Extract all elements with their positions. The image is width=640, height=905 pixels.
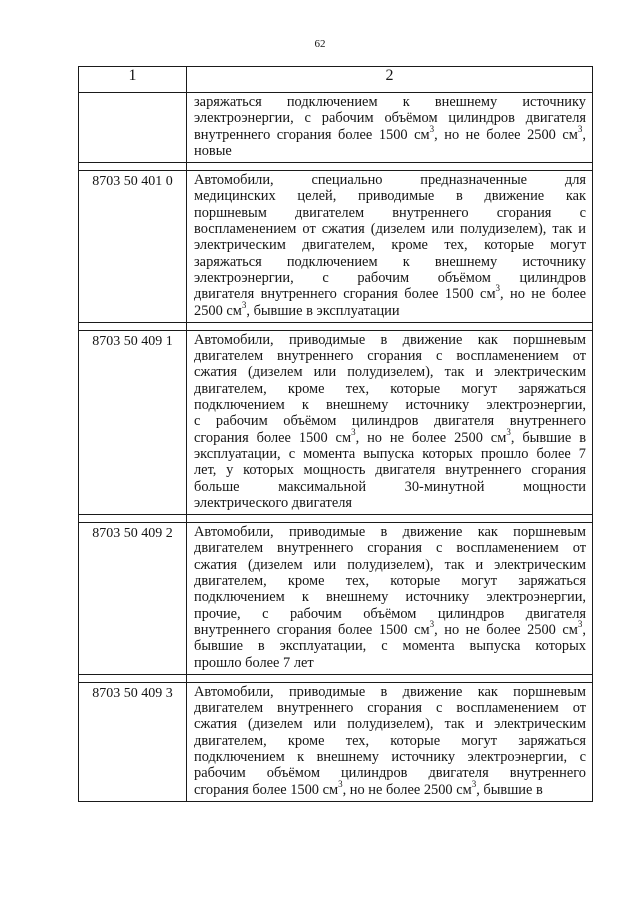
description-line: больше максимальной 30-минутной мощности: [194, 478, 586, 495]
gap-cell: [79, 322, 187, 330]
gap-cell: [187, 515, 593, 523]
commodity-code: 8703 50 409 2: [92, 526, 173, 542]
description-line: электрическим двигателем, кроме тех, которые могут: [194, 237, 586, 254]
description-line: электроэнергии, с рабочим объёмом цилиндров двигателя: [194, 110, 586, 127]
description-line: медицинских целей, приводимые в движение как: [194, 188, 586, 205]
table-row: [79, 682, 593, 801]
table-row: [79, 93, 593, 163]
description-line: лет, у которых мощность двигателя внутреннего сгорания: [194, 462, 586, 479]
row-gap: [79, 322, 593, 330]
description-line: сгорания более 1500 $см^3$, но не более 2500 $см^3$, бывшие в: [194, 778, 543, 798]
gap-cell: [79, 515, 187, 523]
commodity-code-cell: [79, 682, 187, 801]
description-line: сжатия (дизелем или полудизелем), так и электрическим: [194, 716, 586, 733]
description-line: Автомобили, специально предназначенные для: [194, 172, 586, 189]
description-line: эксплуатации, с момента выпуска которых прошло более 7: [194, 445, 586, 462]
description-line: рабочим объёмом цилиндров двигателя внутреннего: [194, 765, 586, 782]
description-line: прошло более 7 лет: [194, 654, 314, 671]
description-line: подключением к внешнему источнику электроэнергии,: [194, 589, 586, 606]
description-cell: [187, 93, 593, 163]
tariff-code-table: [78, 66, 593, 802]
description-cell: [187, 330, 593, 514]
description-line: двигателем внутреннего сгорания с воспламенением от: [194, 348, 586, 365]
description-line: электрического двигателя: [194, 494, 353, 511]
commodity-code: [79, 93, 186, 96]
table-row: [79, 171, 593, 323]
description-line: подключением к внешнему источнику электроэнергии,: [194, 397, 586, 414]
commodity-code: 8703 50 409 1: [92, 333, 173, 349]
description-line: двигателем, кроме тех, которые могут заряжаться: [194, 380, 586, 397]
table-header-row: [79, 67, 593, 93]
description-line: заряжаться подключением к внешнему источнику: [194, 253, 586, 270]
description-line: поршневым двигателем внутреннего сгорания с: [194, 204, 586, 221]
column-1-header: 1: [79, 67, 187, 93]
gap-cell: [79, 163, 187, 171]
gap-cell: [187, 322, 593, 330]
description-line: внутреннего сгорания более 1500 $см^3$, но не более 2500 $см^3$,: [194, 619, 586, 638]
description-line: подключением к внешнему источнику электроэнергии, с: [194, 748, 586, 765]
description-line: сжатия (дизелем или полудизелем), так и электрическим: [194, 556, 586, 573]
commodity-code-cell: [79, 523, 187, 675]
row-gap: [79, 674, 593, 682]
description-line: двигателя внутреннего сгорания более 1500 $см^3$, но не более: [194, 283, 586, 303]
description-line: двигателем, кроме тех, которые могут заряжаться: [194, 573, 586, 590]
description-line: с рабочим объёмом цилиндров двигателя внутреннего: [194, 413, 586, 430]
description-cell: [187, 523, 593, 675]
description-line: внутреннего сгорания более 1500 $см^3$, но не более 2500 $см^3$,: [194, 123, 586, 143]
gap-cell: [79, 674, 187, 682]
description-line: воспламенением от сжатия (дизелем или полудизелем), так и: [194, 221, 586, 238]
description-line: сгорания более 1500 $см^3$, но не более 2500 $см^3$, бывшие в: [194, 426, 586, 446]
table-row: [79, 330, 593, 514]
row-gap: [79, 515, 593, 523]
page-number: 62: [314, 38, 326, 50]
description-line: двигателем внутреннего сгорания с воспламенением от: [194, 540, 586, 557]
description-cell: [187, 682, 593, 801]
description-line: двигателем, кроме тех, которые могут заряжаться: [194, 732, 586, 749]
row-gap: [79, 163, 593, 171]
description-line: бывшие в эксплуатации, с момента выпуска которых: [194, 638, 586, 655]
commodity-code-cell: [79, 93, 187, 163]
commodity-code: 8703 50 409 3: [92, 685, 173, 701]
description-line: двигателем внутреннего сгорания с воспламенением от: [194, 700, 586, 717]
description-line: 2500 $см^3$, бывшие в эксплуатации: [194, 299, 400, 319]
description-line: заряжаться подключением к внешнему источнику: [194, 94, 586, 110]
column-2-header: 2: [187, 67, 593, 93]
description-line: прочие, с рабочим объёмом цилиндров двигателя: [194, 605, 586, 622]
description-cell: [187, 171, 593, 323]
description-line: новые: [194, 142, 232, 159]
description-line: Автомобили, приводимые в движение как поршневым: [194, 683, 586, 700]
commodity-code: 8703 50 401 0: [92, 174, 173, 190]
description-line: сжатия (дизелем или полудизелем), так и электрическим: [194, 364, 586, 381]
gap-cell: [187, 674, 593, 682]
description-line: Автомобили, приводимые в движение как поршневым: [194, 524, 586, 541]
gap-cell: [187, 163, 593, 171]
commodity-code-cell: [79, 330, 187, 514]
description-line: электроэнергии, с рабочим объёмом цилиндров: [194, 269, 586, 286]
table-row: [79, 523, 593, 675]
commodity-code-cell: [79, 171, 187, 323]
description-line: Автомобили, приводимые в движение как поршневым: [194, 331, 586, 348]
